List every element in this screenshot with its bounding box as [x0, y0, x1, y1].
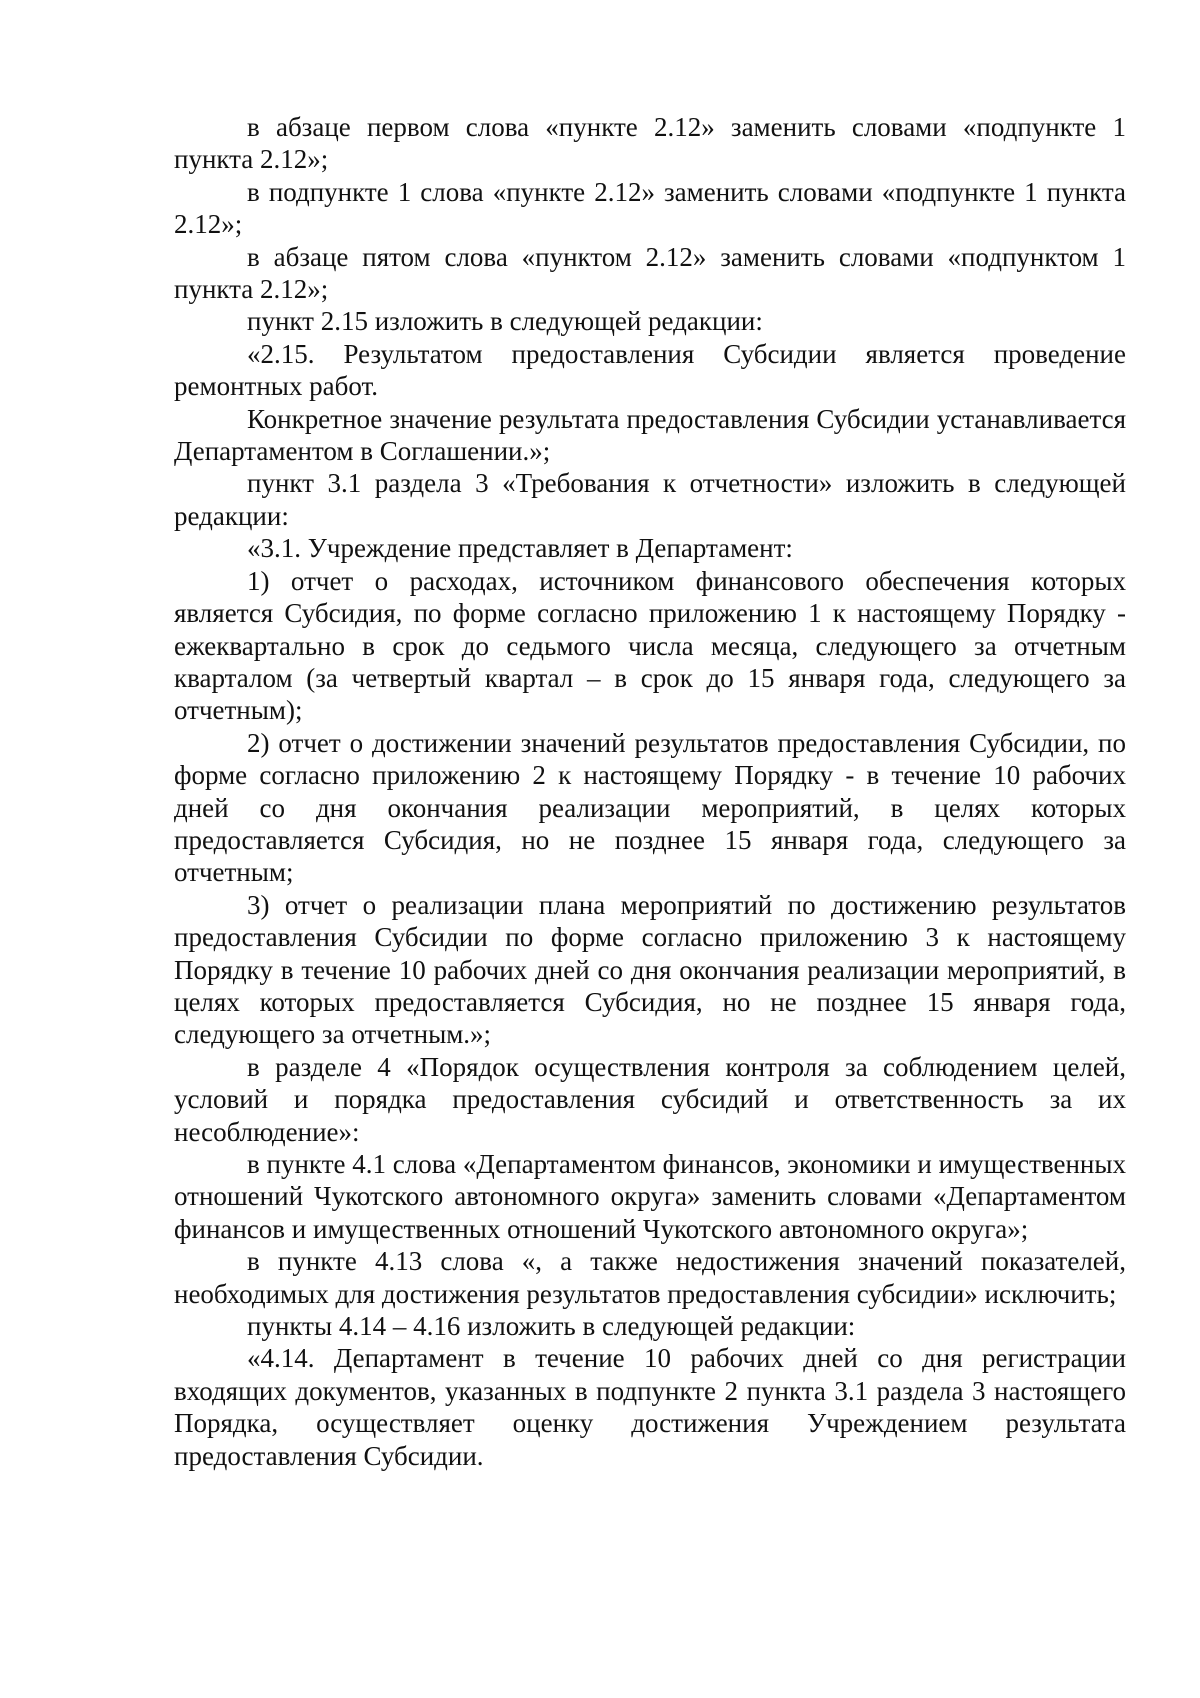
paragraph: «3.1. Учреждение представляет в Департамент:: [247, 533, 793, 564]
paragraph: пункты 4.14 – 4.16 изложить в следующей редакции:: [247, 1311, 856, 1342]
paragraph: 2) отчет о достижении значений результатов предоставления Субсидии, по форме согласно приложению 2 к настоящему Порядку - в течение 10 рабочих дней со дня окончания реализации мероприятий, в целях которых предоставляется Субсидия, но не позднее 15 января года, следующего за отчетным;: [174, 727, 1126, 888]
paragraph: «2.15. Результатом предоставления Субсидии является проведение ремонтных работ.: [174, 338, 1126, 402]
paragraph: в пункте 4.1 слова «Департаментом финансов, экономики и имущественных отношений Чукотского автономного округа» заменить словами «Департаментом финансов и имущественных отношений Чукотского автономного округа»;: [174, 1149, 1126, 1244]
paragraph: в абзаце пятом слова «пунктом 2.12» заменить словами «подпунктом 1 пункта 2.12»;: [174, 241, 1126, 305]
paragraph: пункт 2.15 изложить в следующей редакции:: [247, 306, 763, 337]
paragraph: в подпункте 1 слова «пункте 2.12» заменить словами «подпункте 1 пункта 2.12»;: [174, 176, 1126, 240]
paragraph: в абзаце первом слова «пункте 2.12» заменить словами «подпункте 1 пункта 2.12»;: [174, 112, 1126, 175]
paragraph: в разделе 4 «Порядок осуществления контроля за соблюдением целей, условий и порядка предоставления субсидий и ответственность за их несоблюдение»:: [174, 1051, 1126, 1147]
paragraph: «4.14. Департамент в течение 10 рабочих дней со дня регистрации входящих документов, указанных в подпункте 2 пункта 3.1 раздела 3 настоящего Порядка, осуществляет оценку достижения Учреждением результата предоставления Субсидии.: [174, 1343, 1126, 1471]
paragraph: в пункте 4.13 слова «, а также недостижения значений показателей, необходимых для достижения результатов предоставления субсидии» исключить;: [174, 1246, 1126, 1309]
paragraph: 3) отчет о реализации плана мероприятий по достижению результатов предоставления Субсидии по форме согласно приложению 3 к настоящему Порядку в течение 10 рабочих дней со дня окончания реализации мероприятий, в целях которых предоставляется Субсидия, но не позднее 15 января года, следующего за отчетным.»;: [174, 889, 1126, 1050]
document-body: [174, 111, 1126, 1472]
paragraph: пункт 3.1 раздела 3 «Требования к отчетности» изложить в следующей редакции:: [174, 468, 1126, 531]
paragraph: Конкретное значение результата предоставления Субсидии устанавливается Департаментом в Соглашении.»;: [174, 403, 1126, 467]
paragraph: 1) отчет о расходах, источником финансового обеспечения которых является Субсидия, по форме согласно приложению 1 к настоящему Порядку - ежеквартально в срок до седьмого числа месяца, следующего за отчетным кварталом (за четвертый квартал – в срок до 15 января года, следующего за отчетным);: [174, 565, 1126, 726]
